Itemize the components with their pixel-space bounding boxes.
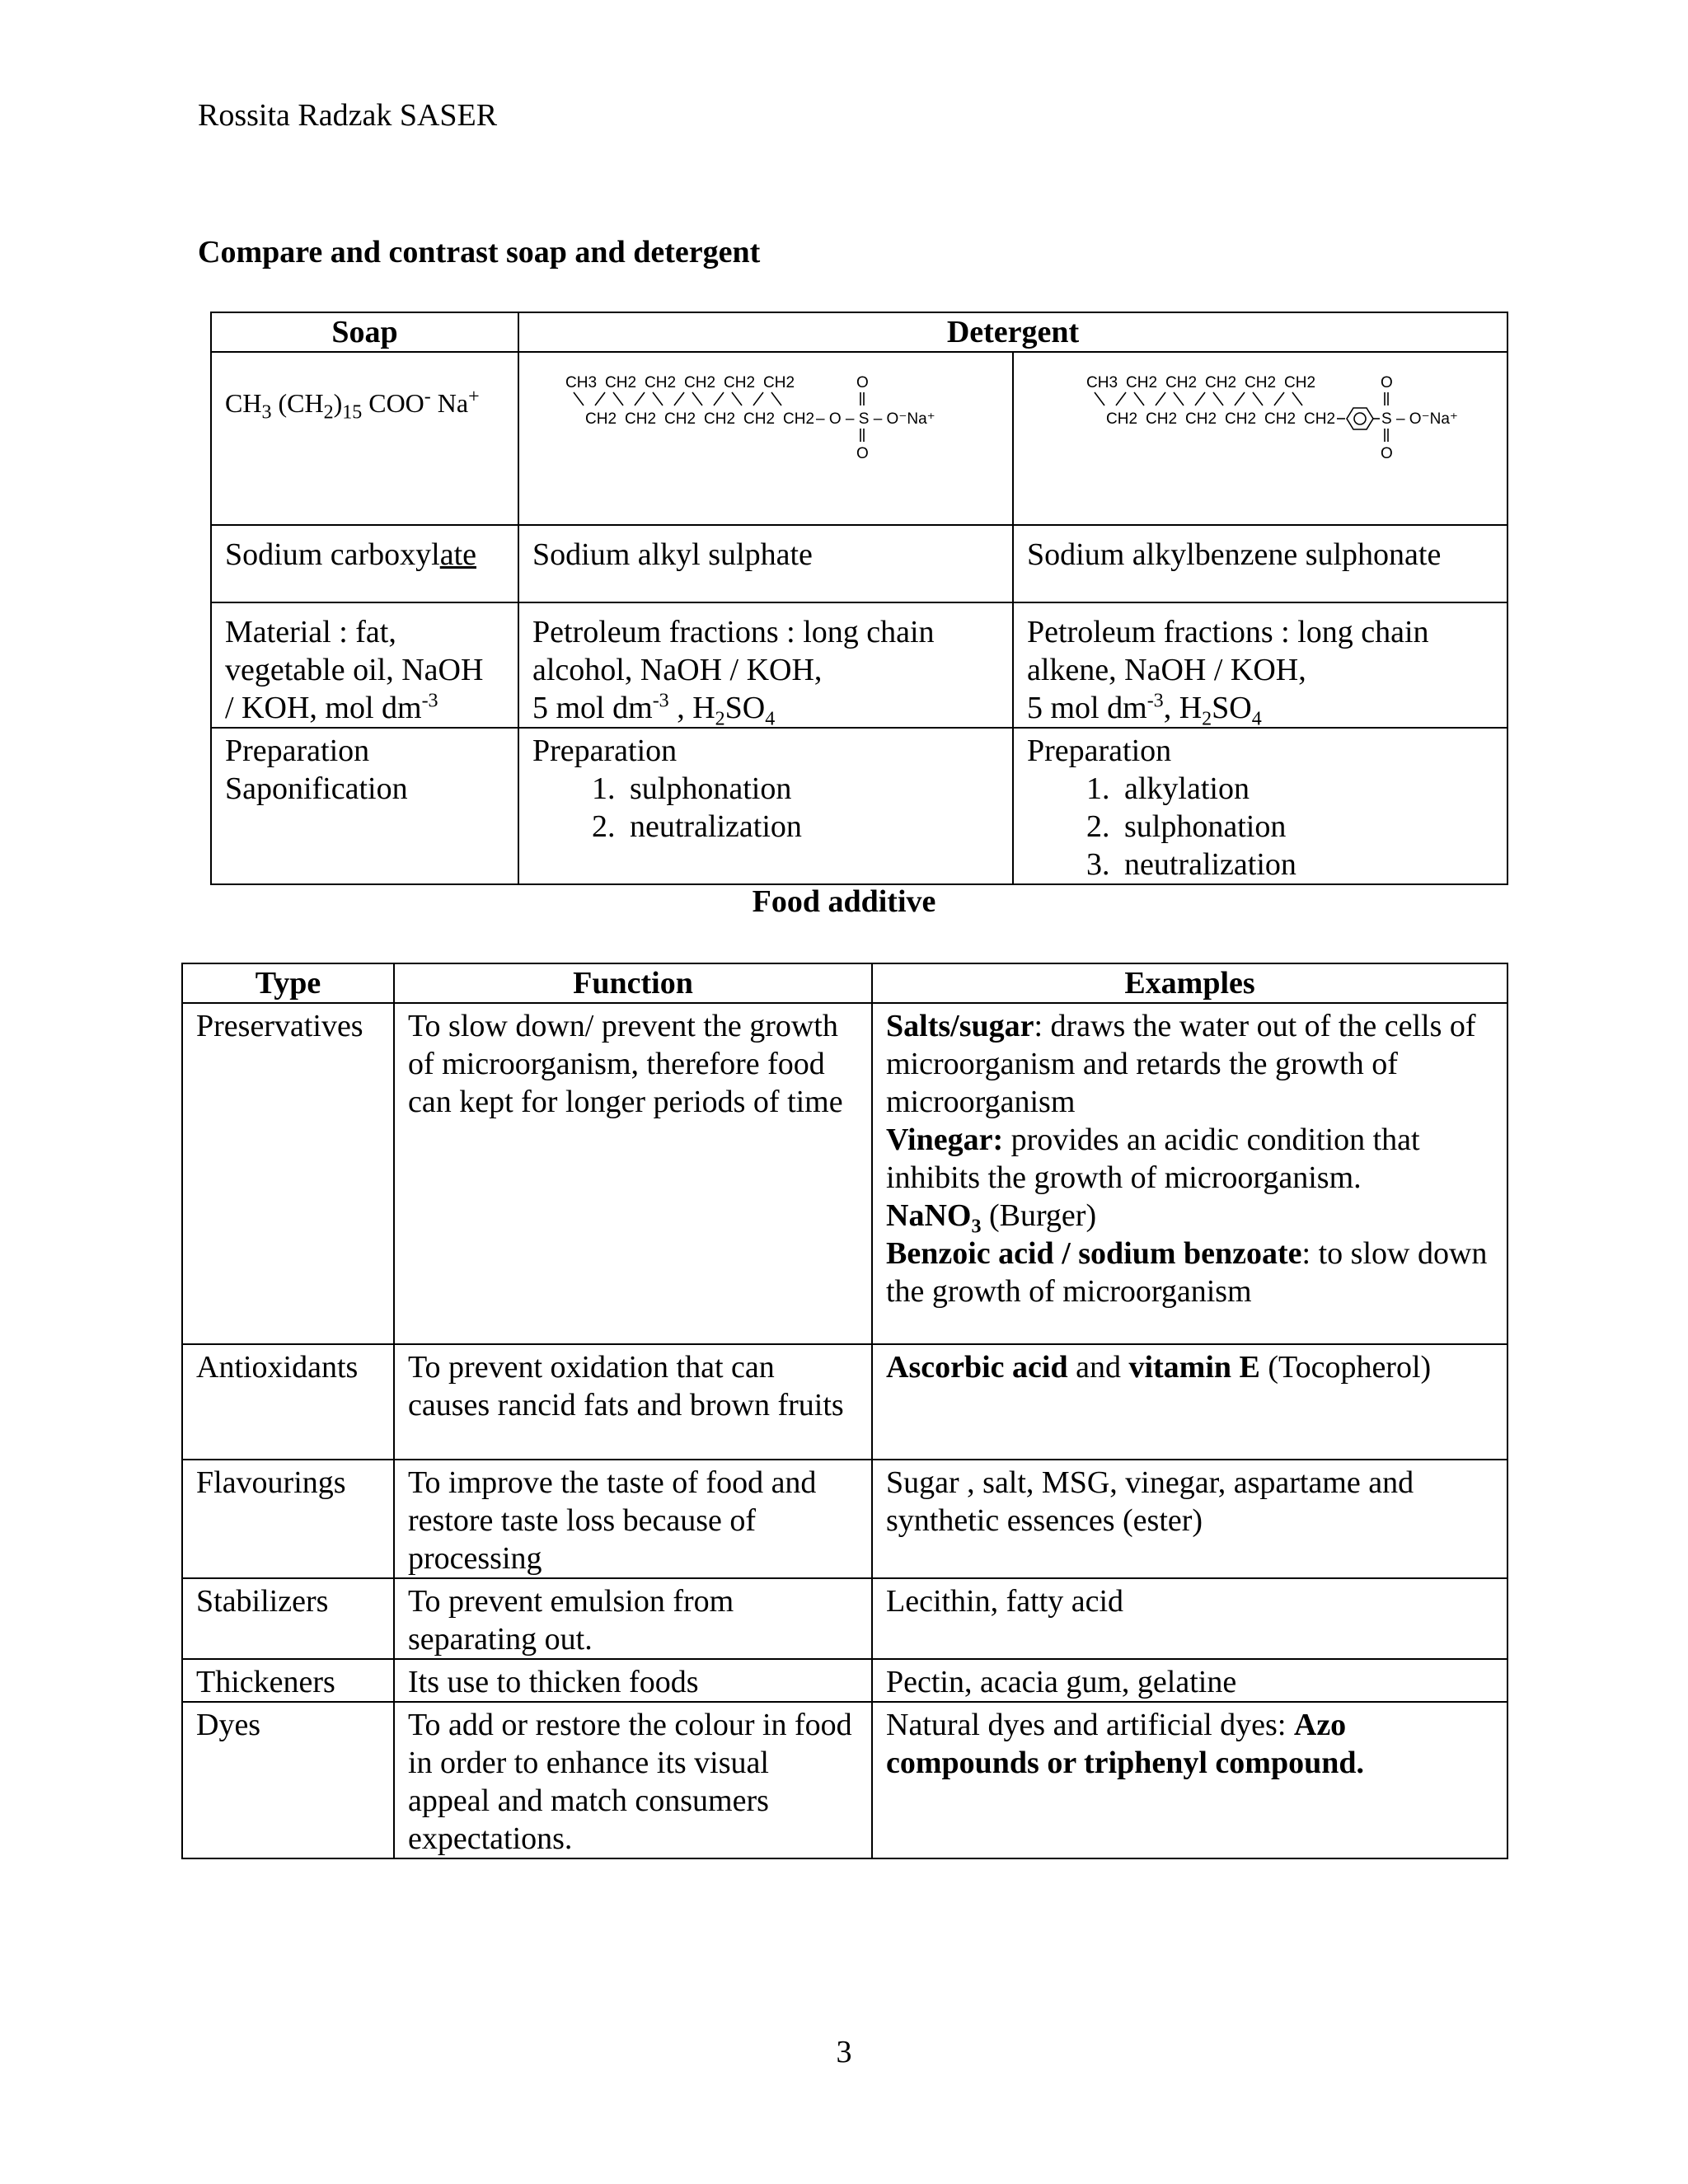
- list-item: 3. neutralization: [1118, 846, 1493, 883]
- type-cell: Thickeners: [182, 1659, 394, 1702]
- type-cell: Dyes: [182, 1702, 394, 1858]
- list-item: 1. alkylation: [1118, 770, 1493, 808]
- struct1-bottom-label: CH2: [585, 410, 617, 428]
- struct1-top-label: CH2: [684, 374, 716, 391]
- struct1-top-label: CH2: [763, 374, 795, 391]
- function-cell: To improve the taste of food and restore taste loss because of processing: [394, 1460, 872, 1578]
- alkyl-sulphate-material: Petroleum fractions : long chain alcohol, NaOH / KOH, 5 mol $dm^{-3}$ , $H_2SO_4$: [518, 602, 1013, 728]
- examples-cell: Sugar , salt, MSG, vinegar, aspartame and synthetic essences (ester): [872, 1460, 1507, 1578]
- soap-name: Sodium carboxylate: [211, 525, 518, 602]
- detergent-header: Detergent: [518, 312, 1507, 352]
- list-item: 2. neutralization: [623, 808, 999, 846]
- structure-diagram-1: [519, 369, 1014, 476]
- table-row: [182, 1578, 1507, 1659]
- struct2-bottom-label: CH2: [1185, 410, 1217, 428]
- struct2-oxygen-top: O: [1381, 374, 1393, 391]
- struct2-bottom-label: CH2: [1106, 410, 1138, 428]
- alkylbenzene-material: Petroleum fractions : long chain alkene, NaOH / KOH, 5 mol $dm^{-3}$, $H_2SO_4$: [1013, 602, 1507, 728]
- table-row: [182, 1344, 1507, 1460]
- function-cell: To slow down/ prevent the growth of microorganism, therefore food can kept for longer periods of time: [394, 1003, 872, 1344]
- examples-cell: Ascorbic acid and vitamin E (Tocopherol): [872, 1344, 1507, 1460]
- struct1-top-label: CH2: [605, 374, 637, 391]
- struct1-sulphate-group: – O – S – O⁻Na⁺: [816, 410, 935, 428]
- struct2-oxygen-bottom: O: [1381, 445, 1393, 462]
- examples-cell: Pectin, acacia gum, gelatine: [872, 1659, 1507, 1702]
- struct2-top-label: CH2: [1245, 374, 1277, 391]
- struct1-top-row: [565, 374, 795, 391]
- alkyl-sulphate-preparation: Preparation 1. sulphonation 2. neutralization: [518, 728, 1013, 884]
- function-header: Function: [394, 963, 872, 1003]
- function-cell: To add or restore the colour in food in order to enhance its visual appeal and match consumers expectations.: [394, 1702, 872, 1858]
- struct1-bottom-label: CH2: [704, 410, 736, 428]
- table-row: [182, 1460, 1507, 1578]
- type-cell: Stabilizers: [182, 1578, 394, 1659]
- struct1-top-label: CH2: [645, 374, 677, 391]
- examples-cell: Salts/sugar: draws the water out of the cells of microorganism and retards the growth of microorganism Vinegar: provides an acidic condition that inhibits the growth of microorganism. NaNO$_3$ (Burger) Benzoic acid / sodium benzoate: to slow down the growth of microorganism: [872, 1003, 1507, 1344]
- struct2-top-label: CH3: [1086, 374, 1118, 391]
- soap-preparation: Preparation Saponification: [211, 728, 518, 884]
- alkylbenzene-name: Sodium alkylbenzene sulphonate: [1013, 525, 1507, 602]
- food-additive-table: [181, 963, 1508, 1859]
- type-header: Type: [182, 963, 394, 1003]
- alkyl-sulphate-name: Sodium alkyl sulphate: [518, 525, 1013, 602]
- type-cell: Flavourings: [182, 1460, 394, 1578]
- struct2-bottom-label: CH2: [1146, 410, 1178, 428]
- function-cell: To prevent emulsion from separating out.: [394, 1578, 872, 1659]
- struct1-bottom-label: CH2: [664, 410, 696, 428]
- page-number: 3: [836, 2035, 852, 2069]
- page-header: Rossita Radzak SASER: [198, 98, 498, 133]
- struct1-bottom-row: [585, 374, 935, 462]
- struct1-oxygen-top: O: [856, 374, 869, 391]
- struct2-top-label: CH2: [1165, 374, 1198, 391]
- type-cell: Antioxidants: [182, 1344, 394, 1460]
- struct2-top-label: CH2: [1205, 374, 1237, 391]
- table-row: [182, 1659, 1507, 1702]
- struct2-bottom-label: CH2: [1225, 410, 1257, 428]
- examples-cell: Lecithin, fatty acid: [872, 1578, 1507, 1659]
- struct1-oxygen-bottom: O: [856, 445, 869, 462]
- examples-header: Examples: [872, 963, 1507, 1003]
- list-item: 1. sulphonation: [623, 770, 999, 808]
- struct2-sulphonate-group: S – O⁻Na⁺: [1381, 410, 1458, 428]
- struct2-bottom-label: CH2: [1304, 410, 1336, 428]
- alkyl-sulphate-structure: [518, 352, 1013, 525]
- examples-cell: Natural dyes and artificial dyes: Azo compounds or triphenyl compound.: [872, 1702, 1507, 1858]
- struct2-top-label: CH2: [1126, 374, 1158, 391]
- struct1-bottom-label: CH2: [783, 410, 815, 428]
- struct2-bottom-label: CH2: [1264, 410, 1296, 428]
- struct1-top-label: CH3: [565, 374, 598, 391]
- alkylbenzene-preparation: Preparation 1. alkylation 2. sulphonation 3. neutralization: [1013, 728, 1507, 884]
- alkylbenzene-sulphonate-structure: [1013, 352, 1507, 525]
- struct2-top-row: [1086, 374, 1315, 391]
- struct1-bottom-label: CH2: [625, 410, 657, 428]
- structure-diagram-2: [1014, 369, 1508, 476]
- struct2-bottom-row: [1106, 374, 1458, 462]
- table-row: [182, 1702, 1507, 1858]
- soap-formula: $CH_3$ $(CH_2)_{15}$ COO- Na+: [211, 352, 518, 525]
- list-item: 2. sulphonation: [1118, 808, 1493, 846]
- struct1-top-label: CH2: [724, 374, 756, 391]
- section-heading-food-additive: Food additive: [752, 884, 936, 919]
- table-row: [182, 1003, 1507, 1344]
- struct1-bottom-label: CH2: [743, 410, 776, 428]
- type-cell: Preservatives: [182, 1003, 394, 1344]
- soap-material: Material : fat, vegetable oil, NaOH / KOH, mol $dm^{-3}$: [211, 602, 518, 728]
- soap-detergent-table: [210, 312, 1508, 885]
- section-heading-soap-detergent: Compare and contrast soap and detergent: [198, 235, 761, 269]
- function-cell: To prevent oxidation that can causes rancid fats and brown fruits: [394, 1344, 872, 1460]
- function-cell: Its use to thicken foods: [394, 1659, 872, 1702]
- soap-header: Soap: [211, 312, 518, 352]
- struct2-top-label: CH2: [1284, 374, 1316, 391]
